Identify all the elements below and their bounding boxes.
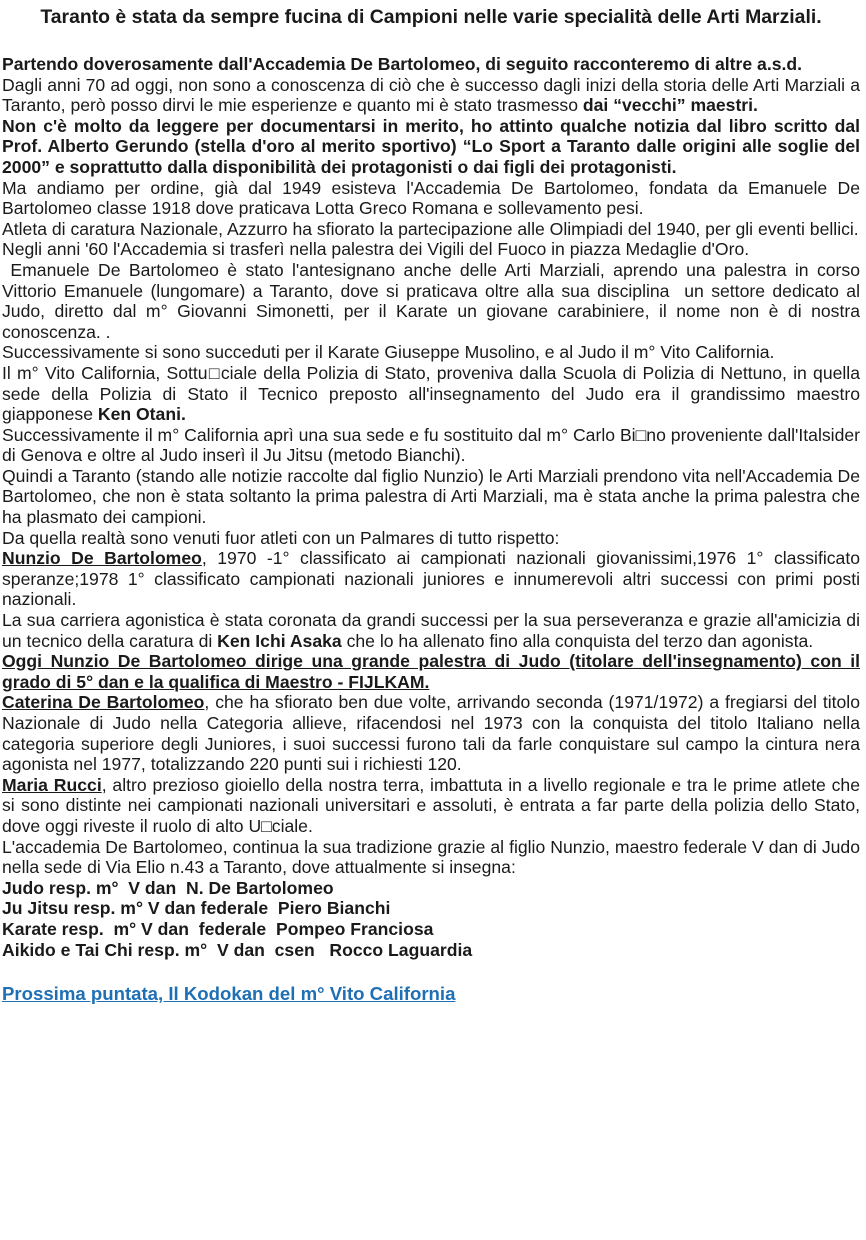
maria-text: , altro prezioso gioiello della nostra terra, imbattuta in a livello regionale e tra le prime atlete che si sono distinte nei campionati nazionali universitari e assoluti, è entrata a far parte della polizia dello Stato, dove oggi riveste il ruolo di alto U□ciale. <box>2 774 860 836</box>
history-paragraph-8-text: Il m° Vito California, Sottu□ciale della Polizia di Stato, proveniva dalla Scuola di Polizia di Nettuno, in quella sede della Polizia di Stato il Tecnico preposto all'insegnamento del Judo era il grandissimo maestro giapponese <box>2 362 860 425</box>
intro-paragraph-1 <box>2 75 860 116</box>
history-paragraph-4: Atleta di caratura Nazionale, Azzurro ha sfiorato la partecipazione alle Olimpiadi del 1940, per gli eventi bellici. <box>2 218 859 239</box>
caterina-text: , che ha sfiorato ben due volte, arrivando seconda (1971/1972) a fregiarsi del titolo Nazionale di Judo nella Categoria allieve, rifacendosi nel 1973 con la conquista del titolo Italiano nella categoria superiore degli Juniores, i suoi successi furono tali da farle conquistare sul campo la cintura nera agonista nel 1977, totalizzando 220 punti sui i richiesti 120. <box>2 692 860 775</box>
maria-paragraph <box>2 775 860 837</box>
history-paragraph-11: Da quella realtà sono venuti fuor atleti con un Palmares di tutto rispetto: <box>2 527 560 548</box>
intro-paragraph-2: Non c'è molto da leggere per documentarsi in merito, ho attinto qualche notizia dal libro scritto dal Prof. Alberto Gerundo (stella d'oro al merito sportivo) “Lo Sport a Taranto dalle origini alle soglie del 2000” e soprattutto dalla disponibilità dei protagonisti o dai figli dei protagonisti. <box>2 115 860 177</box>
staff-list <box>2 878 860 960</box>
history-paragraph-6: Emanuele De Bartolomeo è stato l'antesignano anche delle Arti Marziali, aprendo una palestra in corso Vittorio Emanuele (lungomare) a Taranto, dove si praticava oltre alla sua disciplina un settore dedicato al Judo, diretto dal m° Giovanni Simonetti, per il Karate un giovane carabiniere, il nome non è di nostra conoscenza. . <box>2 259 865 342</box>
today-paragraph: Oggi Nunzio De Bartolomeo dirige una grande palestra di Judo (titolare dell'insegnamento) con il grado di 5° dan e la qualifica di Maestro - FIJLKAM. <box>2 651 860 692</box>
staff-item-ju-jitsu: Ju Jitsu resp. m° V dan federale Piero Bianchi <box>2 898 391 919</box>
history-paragraph-5: Negli anni '60 l'Accademia si trasferì nella palestra dei Vigili del Fuoco in piazza Medaglie d'Oro. <box>2 239 750 260</box>
nunzio-paragraph <box>2 548 860 610</box>
career-paragraph <box>2 610 860 651</box>
staff-item-judo: Judo resp. m° V dan N. De Bartolomeo <box>2 877 334 898</box>
article-body <box>2 54 865 1006</box>
history-paragraph-8 <box>2 363 860 425</box>
closing-paragraph: L'accademia De Bartolomeo, continua la sua tradizione grazie al figlio Nunzio, maestro federale V dan di Judo nella sede di Via Elio n.43 a Taranto, dove attualmente si insegna: <box>2 836 860 878</box>
staff-item-karate: Karate resp. m° V dan federale Pompeo Franciosa <box>2 918 434 939</box>
nunzio-name: Nunzio De Bartolomeo <box>2 548 202 569</box>
maria-name: Maria Rucci <box>2 774 102 795</box>
career-tail: che lo ha allenato fino alla conquista del terzo dan agonista. <box>341 630 814 651</box>
nunzio-text: , 1970 -1° classificato ai campionati nazionali giovanissimi,1976 1° classificato speranze;1978 1° classificato campionati nazionali juniores e innumerevoli altri successi con primi posti nazionali. <box>2 548 861 610</box>
history-paragraph-9: Successivamente il m° California aprì una sua sede e fu sostituito dal m° Carlo Bi□no proveniente dall'Italsider di Genova e oltre al Judo inserì il Ju Jitsu (metodo Bianchi). <box>2 424 860 466</box>
article-title: Taranto è stata da sempre fucina di Campioni nelle varie specialità delle Arti Marziali. <box>40 6 822 28</box>
intro-lead: Partendo doverosamente dall'Accademia De Bartolomeo, di seguito racconteremo di altre a.s.d. <box>2 54 803 74</box>
history-paragraph-10: Quindi a Taranto (stando alle notizie raccolte dal figlio Nunzio) le Arti Marziali prendono vita nell'Accademia De Bartolomeo, che non è stata soltanto la prima palestra di Arti Marziali, ma è stata anche la prima palestra che ha plasmato dei campioni. <box>2 465 860 528</box>
ken-ichi-asaka-name: Ken Ichi Asaka <box>217 630 342 651</box>
history-paragraph-7: Successivamente si sono succeduti per il Karate Giuseppe Musolino, e al Judo il m° Vito California. <box>2 342 775 363</box>
ken-otani-name: Ken Otani. <box>97 404 186 425</box>
caterina-name: Caterina De Bartolomeo <box>2 692 205 713</box>
intro-paragraph-1-bold: dai “vecchi” maestri. <box>582 95 758 116</box>
career-text: La sua carriera agonistica è stata coronata da grandi successi per la sua perseveranza e grazie all'amicizia di un tecnico della caratura di <box>2 610 860 651</box>
next-episode-link[interactable]: Prossima puntata, Il Kodokan del m° Vito California <box>2 983 456 1005</box>
caterina-paragraph <box>2 692 860 774</box>
intro-paragraph-1-text: Dagli anni 70 ad oggi, non sono a conoscenza di ciò che è successo dagli inizi della storia delle Arti Marziali a Taranto, però posso dirvi le mie esperienze e quanto mi è stato trasmesso <box>2 74 860 116</box>
history-paragraph-3: Ma andiamo per ordine, già dal 1949 esisteva l'Accademia De Bartolomeo, fondata da Emanuele De Bartolomeo classe 1918 dove praticava Lotta Greco Romana e sollevamento pesi. <box>2 177 860 219</box>
staff-item-aikido: Aikido e Tai Chi resp. m° V dan csen Rocco Laguardia <box>2 939 473 960</box>
